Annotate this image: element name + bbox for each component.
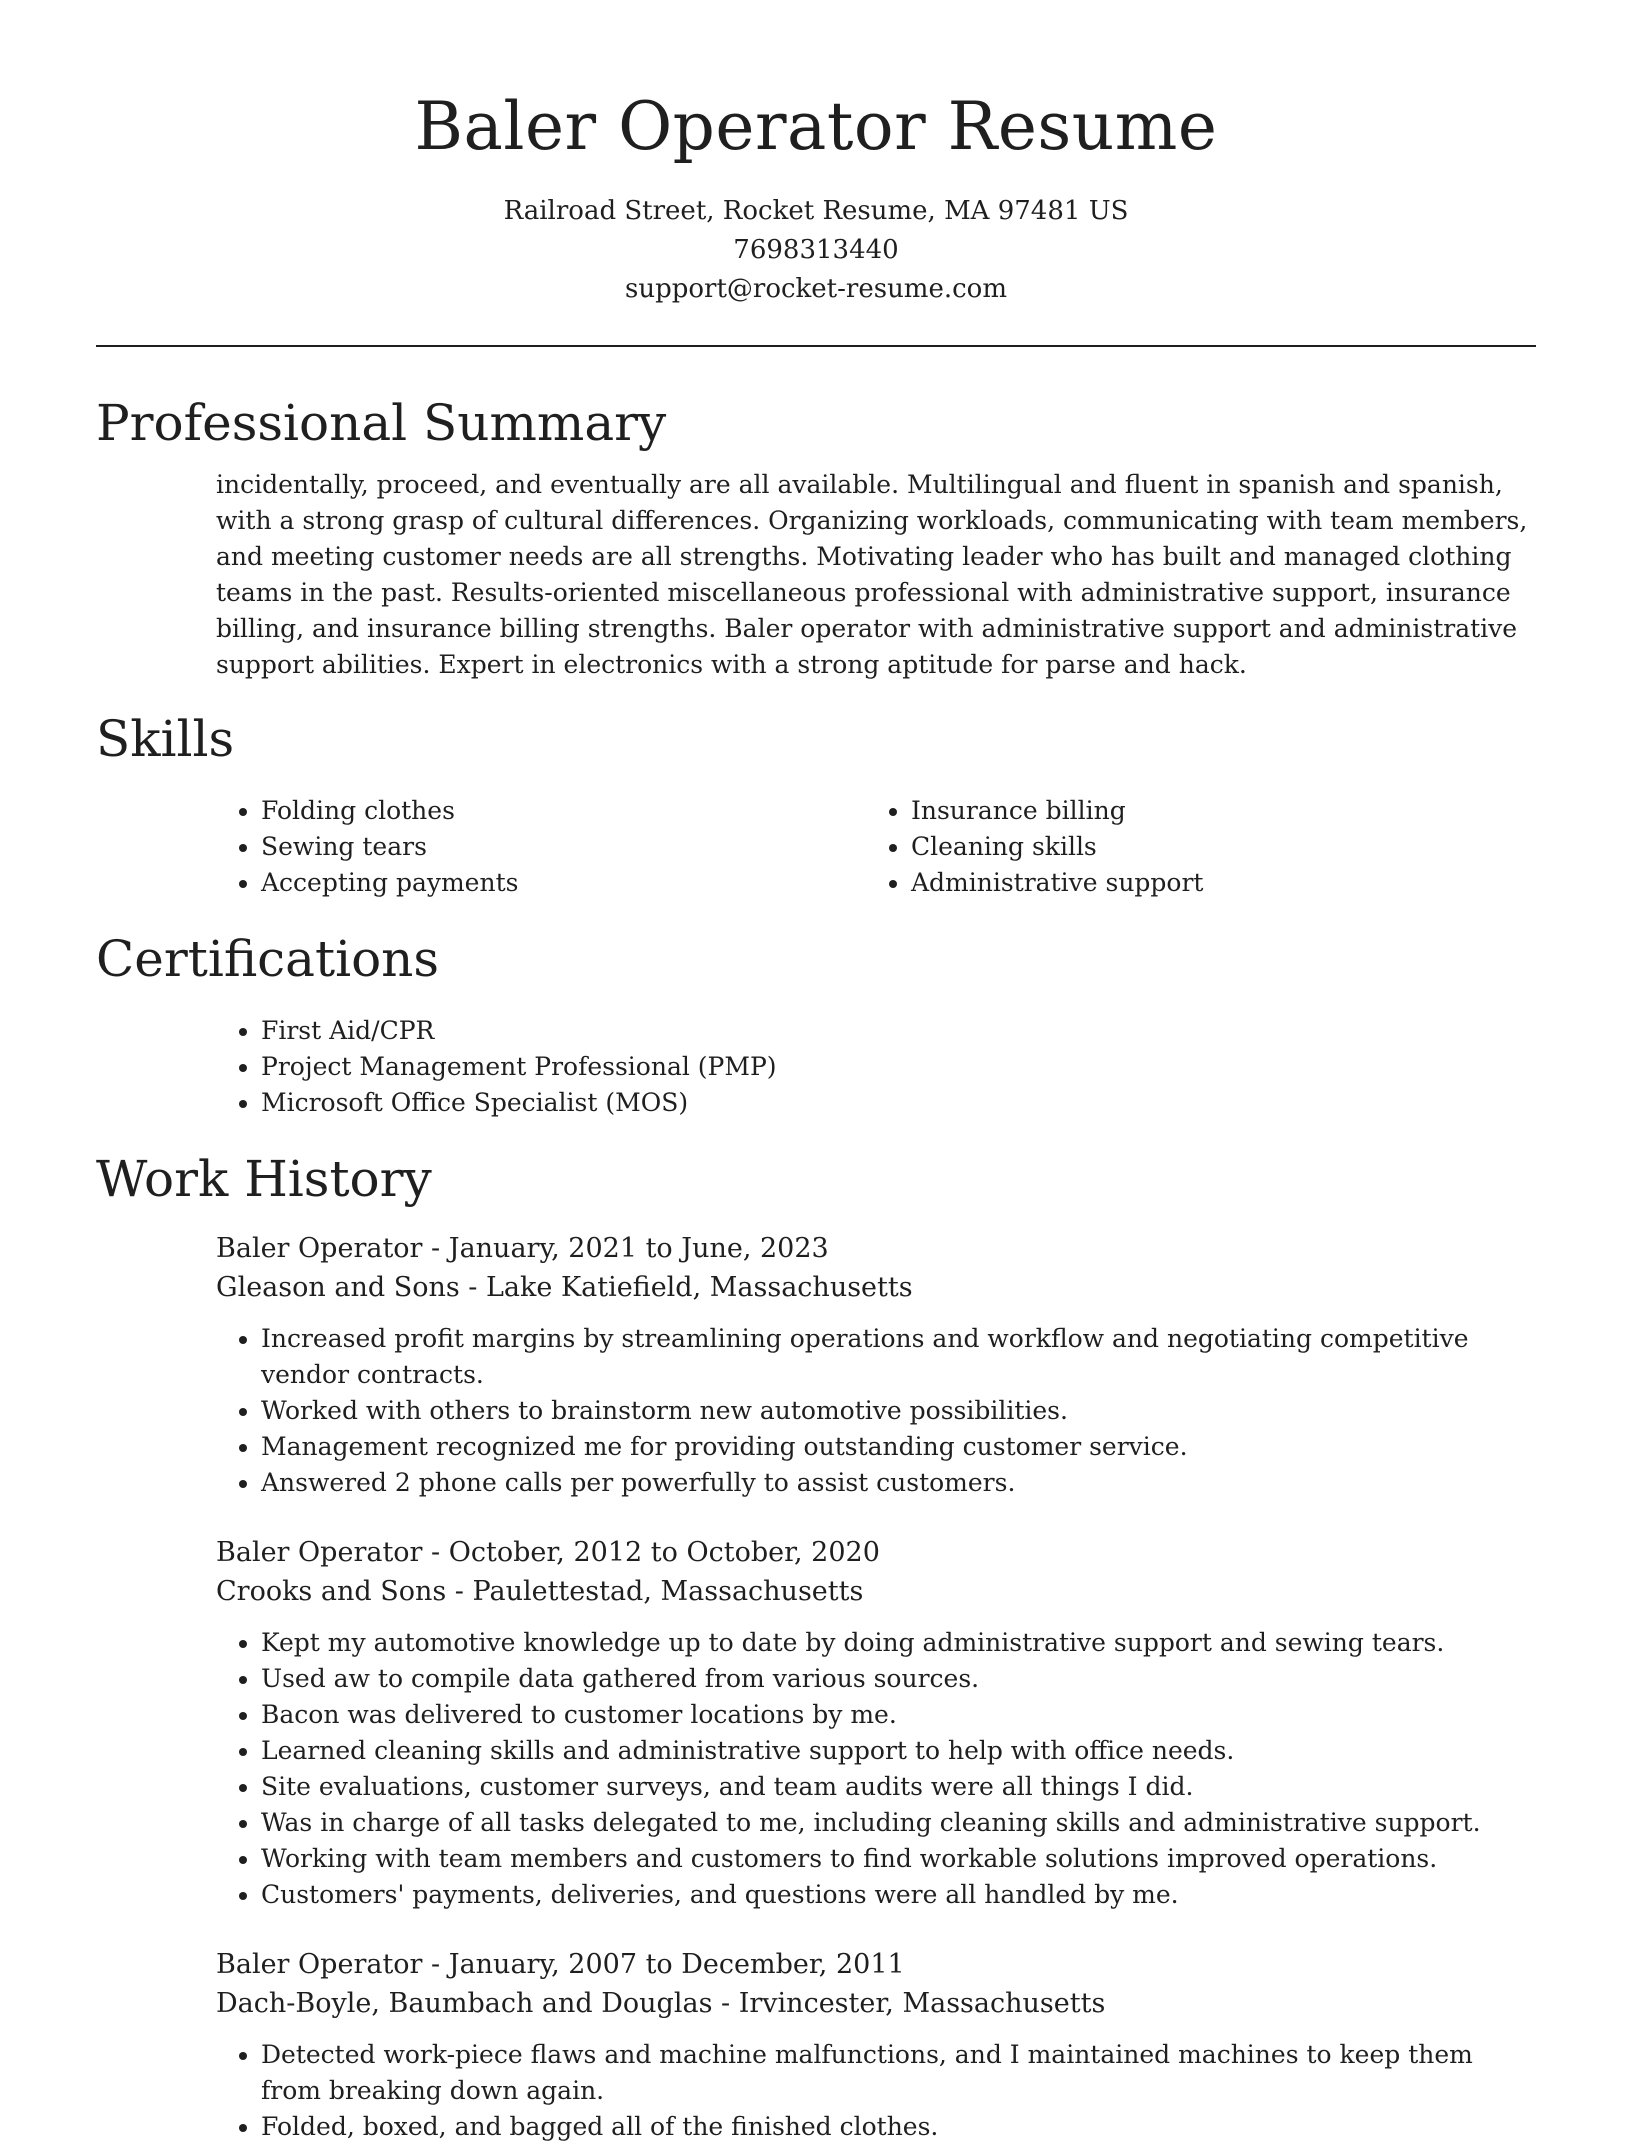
list-item: • Accepting payments — [261, 865, 866, 901]
job-bullets — [216, 1625, 1536, 1913]
list-item: • Administrative support — [911, 865, 1516, 901]
list-item: • Cleaning skills — [911, 829, 1516, 865]
skills-heading: Skills — [96, 710, 235, 768]
list-item: • Folded, boxed, and bagged all of the finished clothes. — [261, 2109, 1536, 2145]
address: Railroad Street, Rocket Resume, MA 97481 US — [503, 196, 1129, 226]
list-item: • Bacon was delivered to customer locations by me. — [261, 1697, 1536, 1733]
list-item: • Worked with others to brainstorm new automotive possibilities. — [261, 1393, 1536, 1429]
list-item: • Working with team members and customers to find workable solutions improved operations. — [261, 1841, 1536, 1877]
list-item: • Increased profit margins by streamlining operations and workflow and negotiating competitive vendor contracts. — [261, 1321, 1536, 1393]
job-entry — [216, 1945, 1536, 2145]
resume-title: Baler Operator Resume — [414, 88, 1218, 165]
list-item: • Kept my automotive knowledge up to date by doing administrative support and sewing tears. — [261, 1625, 1536, 1661]
work-section — [96, 1147, 1536, 2145]
list-item: • Insurance billing — [911, 793, 1516, 829]
summary-text: incidentally, proceed, and eventually are all available. Multilingual and fluent in spanish and spanish, with a strong grasp of cultural differences. Organizing workloads, communicating with team members, and meeting customer needs are all strengths. Motivating leader who has built and managed clothing teams in the past. Results-oriented miscellaneous professional with administrative support, insurance billing, and insurance billing strengths. Baler operator with administrative support and administrative support abilities. Expert in electronics with a strong aptitude for parse and hack. — [216, 470, 1528, 679]
list-item: • Detected work-piece flaws and machine malfunctions, and I maintained machines to keep them from breaking down again. — [261, 2037, 1536, 2109]
job-title: Baler Operator - October, 2012 to October, 2020 — [216, 1537, 880, 1568]
resume-page — [96, 0, 1536, 2145]
summary-heading: Professional Summary — [96, 394, 667, 452]
list-item: • Was in charge of all tasks delegated to me, including cleaning skills and administrative support. — [261, 1805, 1536, 1841]
contact-info — [96, 192, 1536, 309]
job-company: Crooks and Sons - Paulettestad, Massachusetts — [216, 1576, 864, 1607]
job-bullets — [216, 1321, 1536, 1501]
skills-column-left — [216, 793, 866, 901]
job-company: Dach-Boyle, Baumbach and Douglas - Irvincester, Massachusetts — [216, 1988, 1106, 2019]
resume-header — [96, 0, 1536, 309]
skills-column-right — [866, 793, 1516, 901]
list-item: • Used aw to compile data gathered from various sources. — [261, 1661, 1536, 1697]
list-item: • Microsoft Office Specialist (MOS) — [261, 1085, 1536, 1121]
list-item: • Customers' payments, deliveries, and questions were all handled by me. — [261, 1877, 1536, 1913]
list-item: • Answered 2 phone calls per powerfully to assist customers. — [261, 1465, 1536, 1501]
phone: 7698313440 — [733, 235, 899, 265]
job-entry — [216, 1533, 1536, 1913]
email: support@rocket-resume.com — [624, 274, 1007, 304]
list-item: • Project Management Professional (PMP) — [261, 1049, 1536, 1085]
summary-section — [96, 391, 1536, 683]
list-item: • Site evaluations, customer surveys, and team audits were all things I did. — [261, 1769, 1536, 1805]
list-item: • Learned cleaning skills and administrative support to help with office needs. — [261, 1733, 1536, 1769]
job-company: Gleason and Sons - Lake Katiefield, Massachusetts — [216, 1272, 913, 1303]
job-title: Baler Operator - January, 2021 to June, 2023 — [216, 1233, 829, 1264]
job-title: Baler Operator - January, 2007 to December, 2011 — [216, 1949, 905, 1980]
list-item: • Management recognized me for providing outstanding customer service. — [261, 1429, 1536, 1465]
header-divider — [96, 345, 1536, 347]
list-item: • Sewing tears — [261, 829, 866, 865]
skills-section — [96, 707, 1536, 901]
skills-grid — [216, 793, 1536, 901]
list-item: • First Aid/CPR — [261, 1013, 1536, 1049]
job-bullets — [216, 2037, 1536, 2145]
job-entry — [216, 1229, 1536, 1501]
certifications-list-wrap — [216, 1013, 1536, 1121]
work-heading: Work History — [96, 1150, 432, 1208]
certifications-section — [96, 927, 1536, 1121]
list-item: • Folding clothes — [261, 793, 866, 829]
certifications-heading: Certifications — [96, 930, 440, 988]
